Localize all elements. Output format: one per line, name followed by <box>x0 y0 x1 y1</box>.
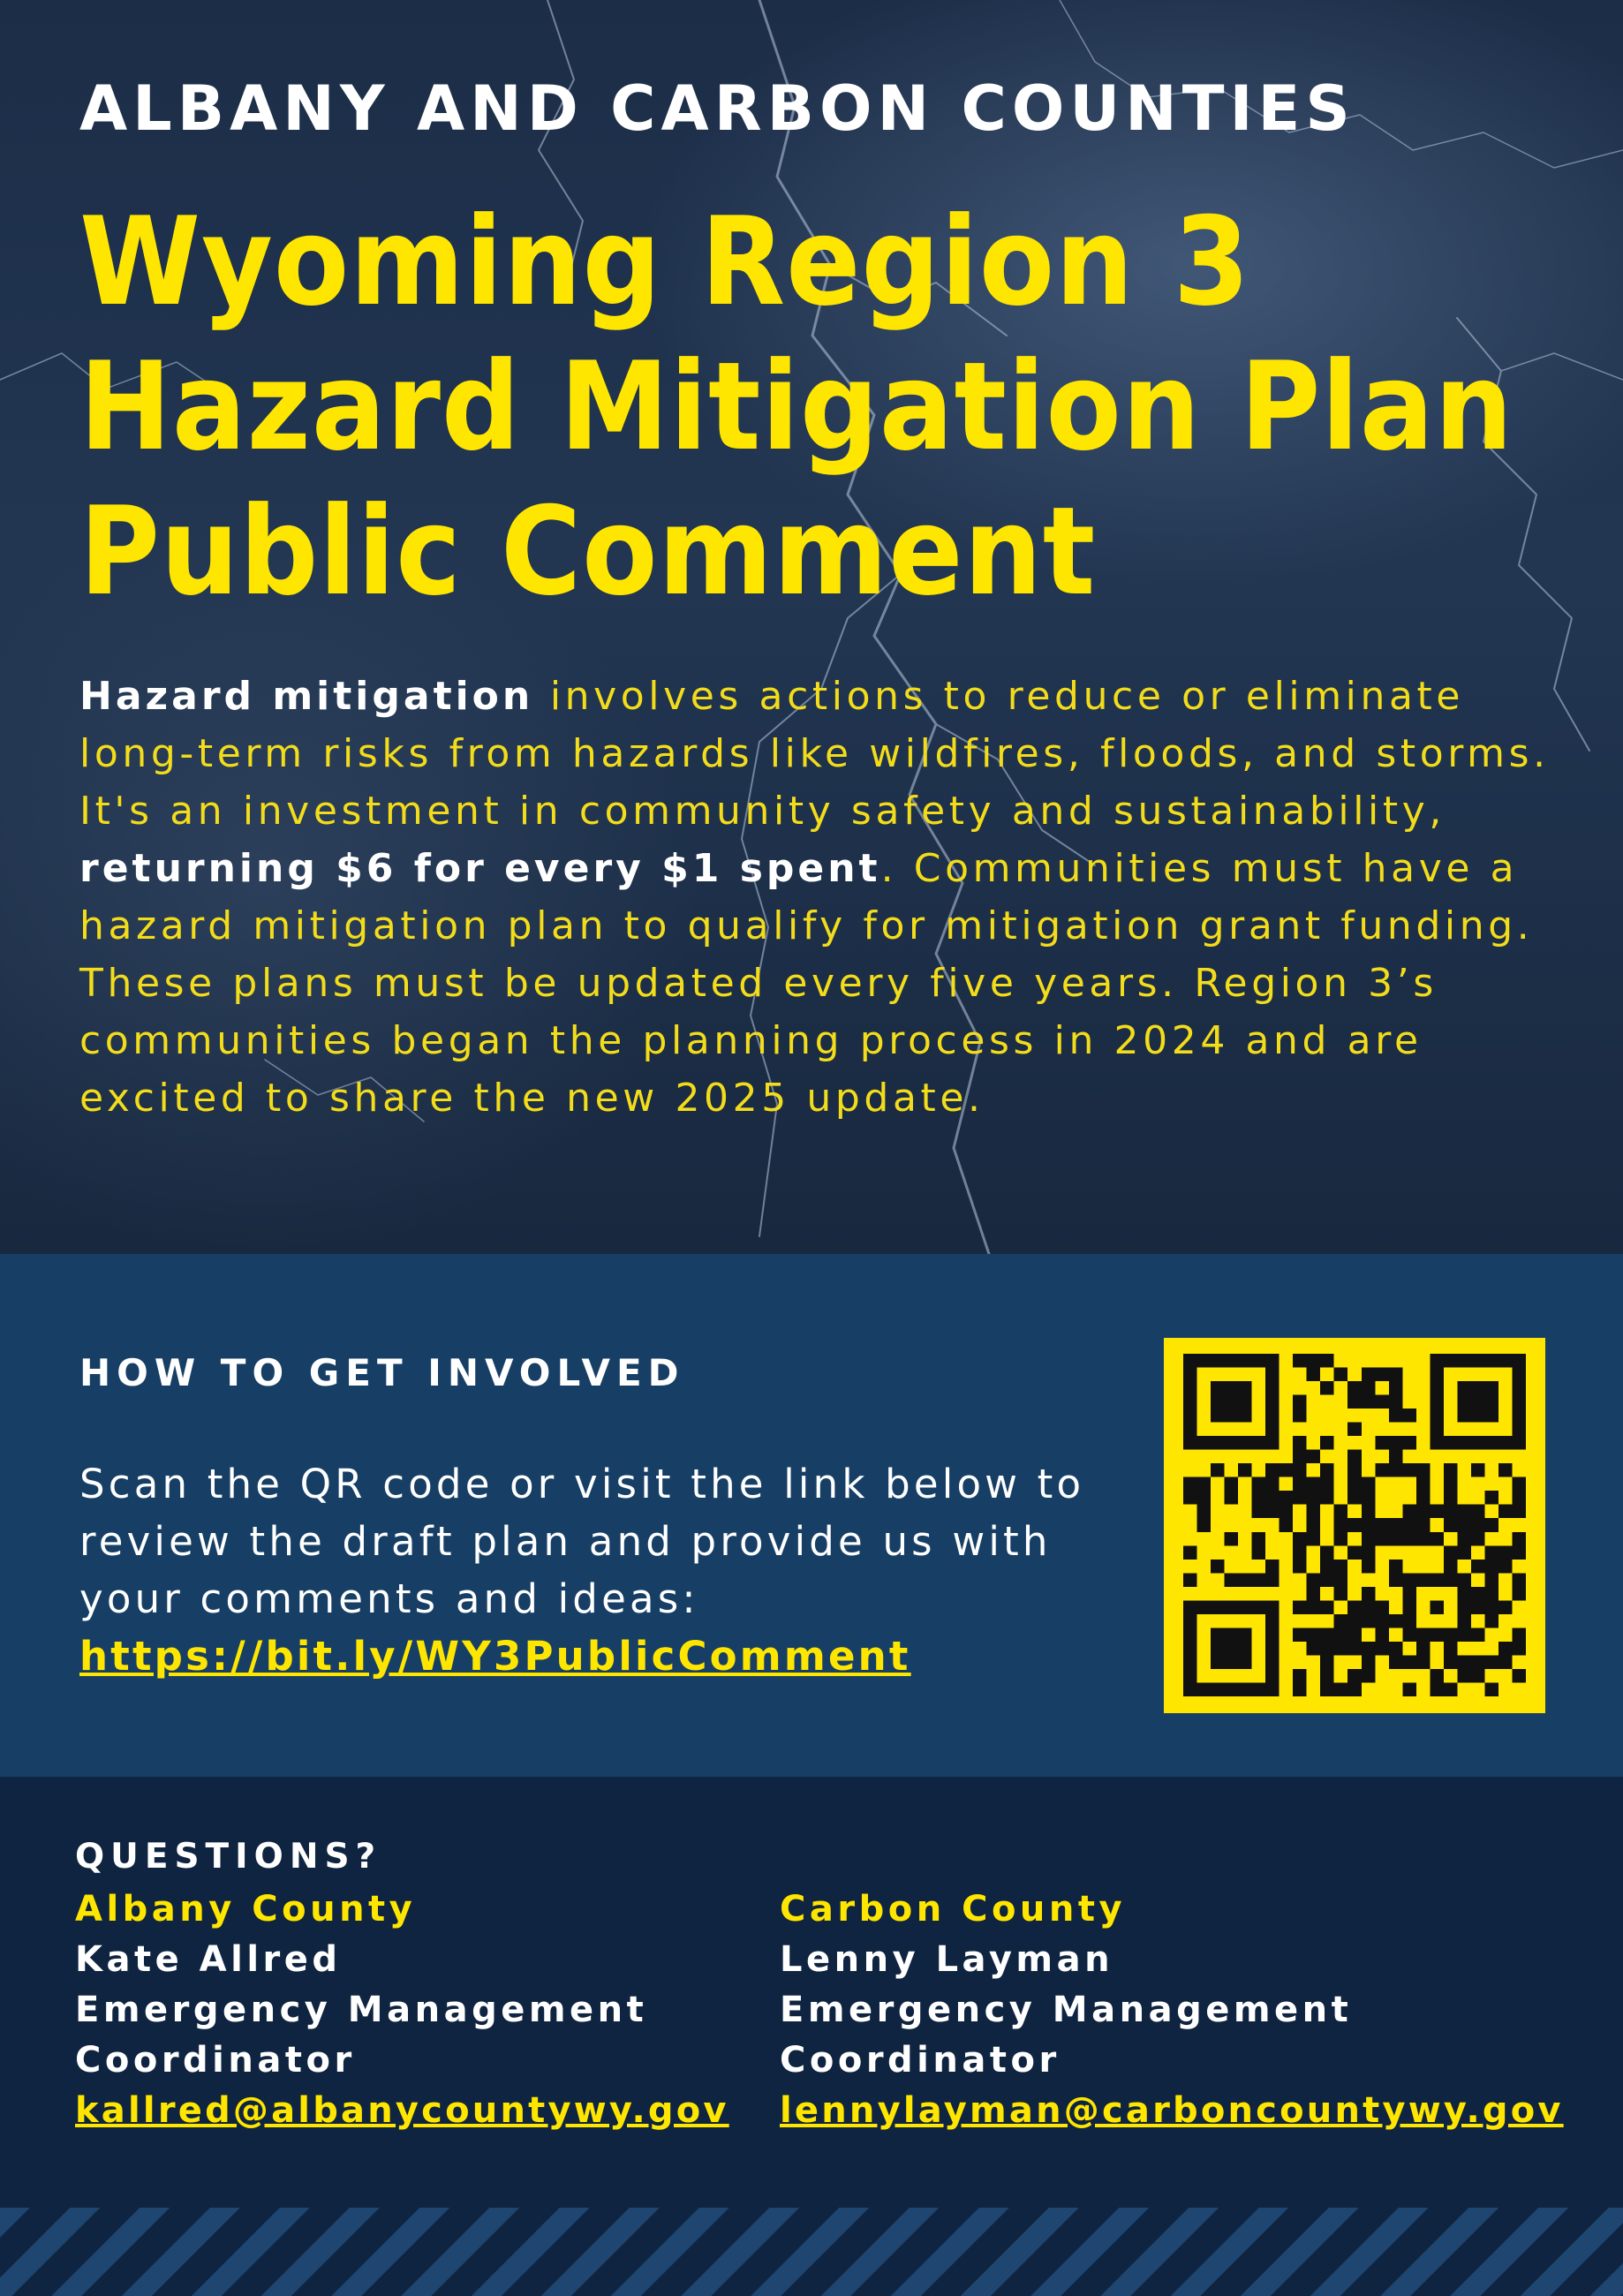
albany-contact-email[interactable]: kallred@albanycountywy.gov <box>75 2090 729 2131</box>
albany-contact-name: Kate Allred <box>75 1939 342 1980</box>
get-involved-description: Scan the QR code or visit the link below to review the draft plan and provide us with your comments and ideas: <box>79 1461 1085 1622</box>
title-line-1: Wyoming Region 3 <box>79 191 1251 333</box>
carbon-contact-role-1: Emergency Management <box>780 1990 1353 2030</box>
public-comment-link[interactable]: https://bit.ly/WY3PublicComment <box>79 1633 911 1680</box>
decorative-stripe-band <box>0 2208 1623 2296</box>
intro-bold-term: Hazard mitigation <box>79 674 534 719</box>
intro-text-2: . Communities must have a hazard mitigation plan to qualify for mitigation grant funding. These plans must be updated every five years. Region 3’s communities began the planning process in 2024 and are excited to share the new 2025 update. <box>79 846 1534 1121</box>
carbon-contact-role-2: Coordinator <box>780 2040 1061 2081</box>
carbon-contact-card <box>780 1884 1564 2136</box>
page-title <box>79 190 1514 624</box>
get-involved-heading: HOW TO GET INVOLVED <box>79 1351 685 1394</box>
qr-code-icon[interactable] <box>1183 1354 1526 1696</box>
intro-paragraph <box>79 668 1581 1127</box>
intro-text-1: involves actions to reduce or eliminate long-term risks from hazards like wildfires, floods, and storms. It's an investment in community safety and sustainability, <box>79 674 1550 834</box>
carbon-contact-email[interactable]: lennylayman@carboncountywy.gov <box>780 2090 1564 2131</box>
albany-contact-role-1: Emergency Management <box>75 1990 648 2030</box>
qr-code-panel[interactable] <box>1164 1338 1545 1713</box>
region-eyebrow: ALBANY AND CARBON COUNTIES <box>79 72 1355 145</box>
carbon-contact-name: Lenny Layman <box>780 1939 1114 1980</box>
carbon-county-label: Carbon County <box>780 1889 1127 1930</box>
albany-contact-card <box>75 1884 729 2136</box>
questions-heading: QUESTIONS? <box>75 1837 382 1877</box>
title-line-2: Hazard Mitigation Plan <box>79 336 1514 478</box>
questions-section <box>0 1777 1623 2296</box>
title-line-3: Public Comment <box>79 480 1097 623</box>
get-involved-text <box>79 1455 1139 1685</box>
albany-contact-role-2: Coordinator <box>75 2040 356 2081</box>
albany-county-label: Albany County <box>75 1889 417 1930</box>
get-involved-section <box>0 1254 1623 1777</box>
intro-bold-return: returning $6 for every $1 spent <box>79 846 881 891</box>
